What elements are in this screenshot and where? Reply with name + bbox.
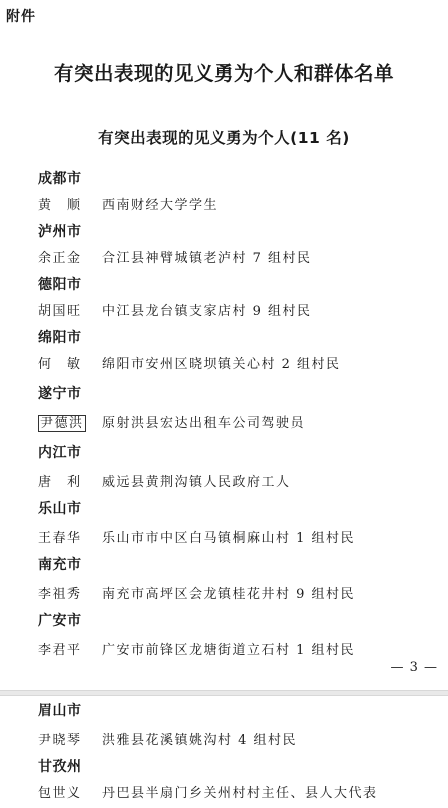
honoree-name: 余正金: [38, 251, 82, 266]
honoree-name: 李君平: [38, 643, 82, 658]
honoree-row: [38, 581, 438, 608]
city-heading: 遂宁市: [38, 386, 82, 402]
city-heading: 眉山市: [38, 703, 82, 719]
honoree-description: 乐山市市中区白马镇桐麻山村 1 组村民: [102, 531, 356, 546]
honoree-name: 王春华: [38, 531, 82, 546]
honoree-name: 黄 顺: [38, 198, 82, 213]
honoree-row: [38, 525, 438, 552]
city-heading: 德阳市: [38, 277, 82, 293]
honoree-description: 洪雅县花溪镇姚沟村 4 组村民: [102, 733, 298, 748]
honoree-name: 李祖秀: [38, 587, 82, 602]
honoree-row: [38, 245, 438, 272]
city-heading: 乐山市: [38, 501, 82, 517]
city-group-chengdu: [38, 166, 438, 219]
honoree-row: [38, 637, 438, 664]
page-number: — 3 —: [390, 660, 438, 675]
honoree-name: 尹晓琴: [38, 733, 82, 748]
honoree-description: 丹巴县半扇门乡关州村村主任、县人大代表: [102, 786, 378, 801]
city-heading: 内江市: [38, 445, 82, 461]
city-heading: 绵阳市: [38, 330, 82, 346]
honoree-row: [38, 410, 438, 437]
honoree-row: [38, 727, 438, 754]
honoree-row: [38, 298, 438, 325]
honoree-row: [38, 351, 438, 378]
honoree-description: 威远县黄荆沟镇人民政府工人: [102, 475, 291, 490]
honoree-description: 西南财经大学学生: [102, 198, 219, 213]
city-group-luzhou: [38, 219, 438, 272]
city-group-guangan: [38, 608, 438, 664]
document-title: 有突出表现的见义勇为个人和群体名单: [53, 62, 394, 85]
honoree-name: 包世义: [38, 786, 82, 801]
city-heading: 泸州市: [38, 224, 82, 240]
honoree-list-page-1: [38, 166, 438, 664]
honoree-description: 原射洪县宏达出租车公司驾驶员: [102, 416, 306, 431]
city-group-suining: [38, 381, 438, 437]
city-heading: 甘孜州: [38, 759, 82, 775]
city-group-nanchong: [38, 552, 438, 608]
city-group-ganzi: [38, 754, 438, 807]
city-heading: 广安市: [38, 613, 82, 629]
city-group-deyang: [38, 272, 438, 325]
honoree-name: 胡国旺: [38, 304, 82, 319]
honoree-description: 中江县龙台镇支家店村 9 组村民: [102, 304, 312, 319]
city-heading: 成都市: [38, 171, 82, 187]
section-title: 有突出表现的见义勇为个人(11 名): [98, 129, 350, 147]
document-page-2: [0, 696, 448, 808]
honoree-name: 何 敏: [38, 357, 82, 372]
city-group-neijiang: [38, 440, 438, 496]
city-group-mianyang: [38, 325, 438, 378]
city-heading: 南充市: [38, 557, 82, 573]
honoree-list-page-2: [38, 698, 438, 807]
honoree-name: 唐 利: [38, 475, 82, 490]
honoree-row: [38, 780, 438, 807]
honoree-row: [38, 192, 438, 219]
honoree-name: [38, 410, 102, 437]
honoree-description: 南充市高坪区会龙镇桂花井村 9 组村民: [102, 587, 356, 602]
city-group-leshan: [38, 496, 438, 552]
honoree-description: 合江县神臂城镇老泸村 7 组村民: [102, 251, 312, 266]
honoree-description: 绵阳市安州区晓坝镇关心村 2 组村民: [102, 357, 341, 372]
honoree-row: [38, 469, 438, 496]
attachment-label: 附件: [6, 9, 36, 25]
city-group-meishan: [38, 698, 438, 754]
highlighted-name-box: 尹德洪: [40, 416, 84, 431]
honoree-description: 广安市前锋区龙塘街道立石村 1 组村民: [102, 643, 356, 658]
